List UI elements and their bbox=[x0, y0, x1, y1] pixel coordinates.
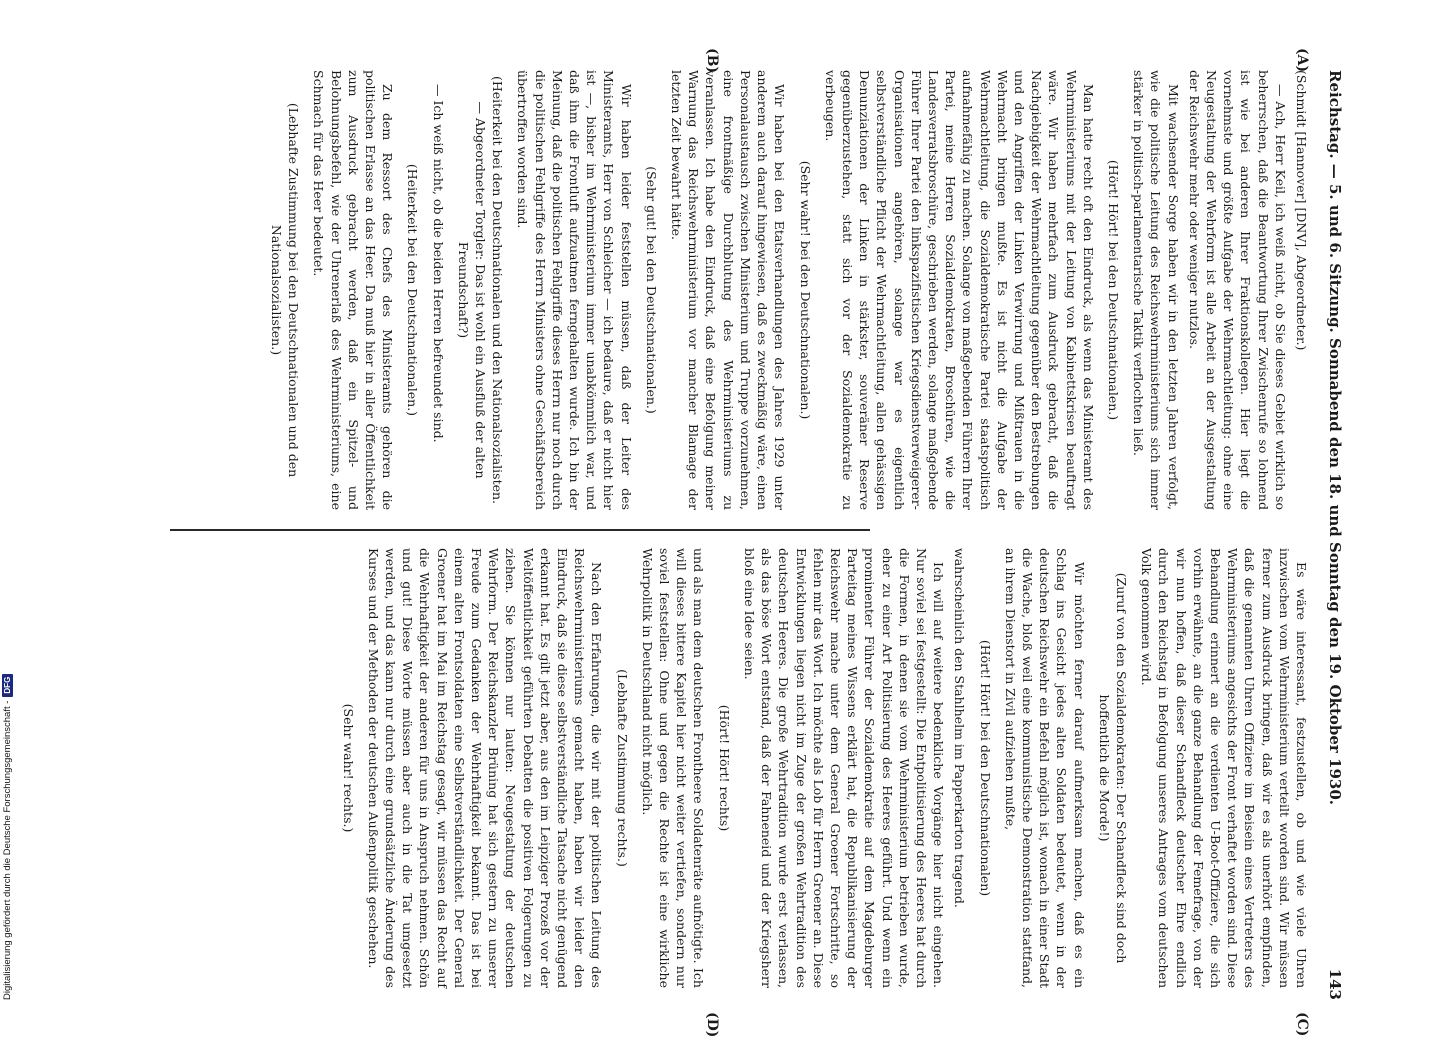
interjection: (Sehr gut! bei den Deutschnationalen.) bbox=[643, 166, 659, 414]
digitization-credit bbox=[0, 600, 14, 1000]
interjection: (Sehr wahr! bei den Deutschnationalen.) bbox=[797, 160, 813, 420]
interjection: (Sehr wahr! rechts.) bbox=[340, 703, 356, 833]
interjection: (Hört! Hört! rechts) bbox=[716, 704, 732, 832]
column-divider bbox=[170, 529, 870, 531]
margin-mark-b: (B) bbox=[704, 48, 720, 74]
paragraph: — Ach, Herr Keil, ich weiß nicht, ob Sie dieses Gebiet wirklich so beherrschen, daß die Beantwortung Ihrer Zwischenrufe so lohnend ist wie bei anderen Ihrer Fraktionskollegen. Hier liegt die vornehmste und größte Aufgabe der Wehrmachtleitung: ohne eine Neugestaltung der Wehrform ist alle Arbeit an der Ausgestaltung der Reichswehr mehr oder weniger nutzlos. bbox=[1186, 70, 1288, 510]
paragraph: — Ich weiß nicht, ob die beiden Herren befreundet sind. bbox=[430, 84, 446, 443]
paragraph: Nach den Erfahrungen, die wir mit der politischen Leitung des Reichswehrministeriums gemacht haben, haben wir leider den Eindruck, daß sie diese selbstverständliche Tatsache nicht genügend erkannt hat. Es gilt jetzt aber, aus den im Leipziger Prozeß vor der Weltöffentlichkeit geführten Debatten die positiven Folgerungen zu ziehen. Sie können nur lauten: Neugestaltung der deutschen Wehrform. Der Reichskanzler Brüning hat sich gestern zu unserer Freude zum Gedanken der Wehrhaftigkeit bekannt. Das ist bei einem alten Frontsoldaten eine Selbstverständlichkeit. Der General Groener hat im Mai im Reichstag gesagt, wir müssen das Recht auf die Wehrhaftigkeit der anderen für uns in Anspruch nehmen. Schön und gut! Diese Worte müssen aber auch in die Tat umgesetzt werden, und das kann nur durch eine grundsätzliche Änderung des Kurses und der Methoden der deutschen Außenpolitik geschehen. bbox=[365, 548, 605, 988]
paragraph: Man hatte recht oft den Eindruck, als wenn das Ministeramt des Wehrministeriums mit der Leitung von Kabinettskrisen beauftragt wäre. Wir haben mehrfach zum Ausdruck gebracht, daß die Nachgiebigkeit der Wehrmachtleitung gegenüber den Bestrebungen und den Angriffen der Linken Verwirrung und Mißtrauen in die Wehrmacht bringen mußte. Es ist nicht die Aufgabe der Wehrmachtleitung, die Sozialdemokratische Partei staatspolitisch aufnahmefähig zu machen. Solange von maßgebenden Führern Ihrer Partei, meine Herren Sozialdemokraten, Broschüren, wie die Landesverratsbroschüre, geschrieben werden, solange maßgebende Führer Ihrer Partei den linkspazifistischen Kriegsdienstverweigerer-Organisationen angehören, solange war es eigentlich selbstverständliche Pflicht der Wehrmachtleitung, allen gehässigen Denunziationen der Linken in stärkster, souveräner Reserve gegenüberzustehen, statt sich vor der Sozialdemokratie zu verbeugen. bbox=[822, 70, 1096, 510]
left-text-column bbox=[260, 70, 1310, 510]
margin-mark-d: (D) bbox=[704, 1012, 720, 1037]
paragraph: Zu dem Ressort des Chefs des Ministeramts gehören die politischen Erlasse an das Heer. Da muß hier in aller Öffentlichkeit zum Ausdruck gebracht werden, daß ein Spitzel- und Belohnungsbefehl, wie der Uhrenerlaß des Wehrministeriums, eine Schmach für das Heer bedeutet. bbox=[311, 70, 396, 510]
interjection: (Lebhafte Zustimmung bei den Deutschnationalen und den Nationalsozialisten.) bbox=[269, 102, 302, 478]
page-number: 143 bbox=[1326, 968, 1344, 1000]
paragraph: Wir haben leider feststellen müssen, daß der Leiter des Ministeramts, Herr von Schleicher — ich bedaure, daß er nicht hier ist —, bisher im Wehrministerium immer unabkömmlich war, und daß ihm die Frontluft aufzuatmen ferngehalten wurde. Ich bin der Meinung, daß die politischen Fehlgriffe dieses Herrn nur noch durch die politischen Fehlgriffe des Herrn Ministers ohne Geschäftsbereich übertroffen worden sind. bbox=[515, 70, 634, 510]
paragraph: und als man dem deutschen Frontheere Soldatenräte aufnötigte. Ich will dieses bittere Kapitel hier nicht weiter vertiefen, sondern nur soviel feststellen: Ohne und gegen die Rechte ist eine wirkliche Wehrpolitik in Deutschland nicht möglich. bbox=[639, 548, 707, 988]
paragraph: Mit wachsender Sorge haben wir in den letzten Jahren verfolgt, wie die politische Leitung des Reichswehrministeriums sich immer stärker in politisch-parlamentarische Taktik verflochten ließ. bbox=[1131, 70, 1181, 510]
speaker-line: (Schmidt [Hannover] [DNV], Abgeordneter.) bbox=[1294, 70, 1309, 351]
paragraph: Ich will auf weitere bedenkliche Vorgänge hier nicht eingehen. Nur soviel sei festgestellt: Die Entpolitisierung des Heeres hat durch die Formen, in denen sie vom Wehrministerium betrieben wurde, eher zu einer Art Politisierung des Heeres geführt. Und wenn ein prominenter Führer der Sozialdemokratie auf dem Magdeburger Parteitag meines Wissens erklärt hat, die Republikanisierung der Reichswehr mache unter dem General Groener Fortschritte, so fehlen mir das Wort. Ich möchte als Lob für Herrn Groener an. Diese Entwicklungen liegen nicht im Zuge der großen Wehrtradition des deutschen Heeres. Die große Wehrtradition wurde erst verlassen, als das böse Wort entstand, daß der Fahneneid und der Kriegsherr bloß eine Idee seien. bbox=[741, 548, 947, 988]
dfg-logo-icon: DFG bbox=[2, 674, 13, 697]
paragraph: Wir möchten ferner darauf aufmerksam machen, daß es ein Schlag ins Gesicht jedes alten Soldaten bedeutet, wenn in der deutschen Reichswehr ein Befehl möglich ist, wonach in einer Stadt die Wache, bloß weil eine kommunistische Demonstration stattfand, an ihrem Dienstort in Zivil aufziehen mußte, bbox=[1002, 548, 1087, 988]
rotated-scanned-page bbox=[100, 48, 1350, 1037]
interjection: (Heiterkeit bei den Deutschnationalen.) bbox=[405, 163, 421, 417]
interjection: (Hört! Hört! bei den Deutschnationalen.) bbox=[1105, 159, 1121, 421]
margin-mark-c: (C) bbox=[1294, 1012, 1310, 1037]
margin-mark-a: (A) bbox=[1294, 48, 1310, 73]
paragraph: Es wäre interessant, festzustellen, ob und wie viele Uhren inzwischen vom Wehrministerium verteilt worden sind. Wir müssen ferner zum Ausdruck bringen, daß wir es als unerhört empfinden, daß die genannten Uhren Offiziere im Beisein eines Vertreters des Wehrministeriums angesichts der Front verhaftet worden sind. Diese Behandlung erinnert an die verdienten U-Boot-Offiziere, die sich vorhin erwähnte, an die ganze Behandlung der Femefrage, von der wir nun hoffen, daß dieser Schandfleck deutscher Ehre endlich durch den Reichstag in Befolgung unseres Antrages vom deutschen Volk genommen wird. bbox=[1139, 548, 1309, 988]
paragraph: wahrscheinlich den Stahlhelm im Papperkarton tragend. bbox=[952, 548, 968, 908]
page-header-title: Reichstag. — 5. und 6. Sitzung. Sonnabend den 18. und Sonntag den 19. Oktober 1930. bbox=[1326, 70, 1344, 806]
digitization-credit-text: Digitalisierung gefördert durch die Deutsche Forschungsgemeinschaft - bbox=[1, 700, 13, 1000]
interjection: (Lebhafte Zustimmung rechts.) bbox=[614, 669, 630, 867]
page-header bbox=[1320, 70, 1350, 1000]
interjection: (Hört! Hört! bei den Deutschnationalen) bbox=[977, 639, 993, 897]
interjection: (Heiterkeit bei den Deutschnationalen und den Nationalsozialisten. — Abgeordneter Torgler: Das ist wohl ein Ausfluß der alten Freundschaft?) bbox=[455, 75, 506, 505]
interjection: (Zuruf von den Sozialdemokraten: Der Schandfleck sind doch hoffentlich die Morde!) bbox=[1096, 572, 1129, 964]
paragraph: Wir haben bei den Etatsverhandlungen des Jahres 1929 unter anderem auch darauf hingewiesen, daß es zweckmäßig wäre, einen Personalaustausch zwischen Ministerium und Truppe vorzunehmen, eine frontmäßige Durchblutung des Wehrministeriums zu veranlassen. Ich habe den Eindruck, daß eine Befolgung meiner Warnung das Reichswehrministerium vor mancher Blamage der letzten Zeit bewahrt hätte. bbox=[669, 70, 788, 510]
right-text-column bbox=[331, 548, 1310, 988]
